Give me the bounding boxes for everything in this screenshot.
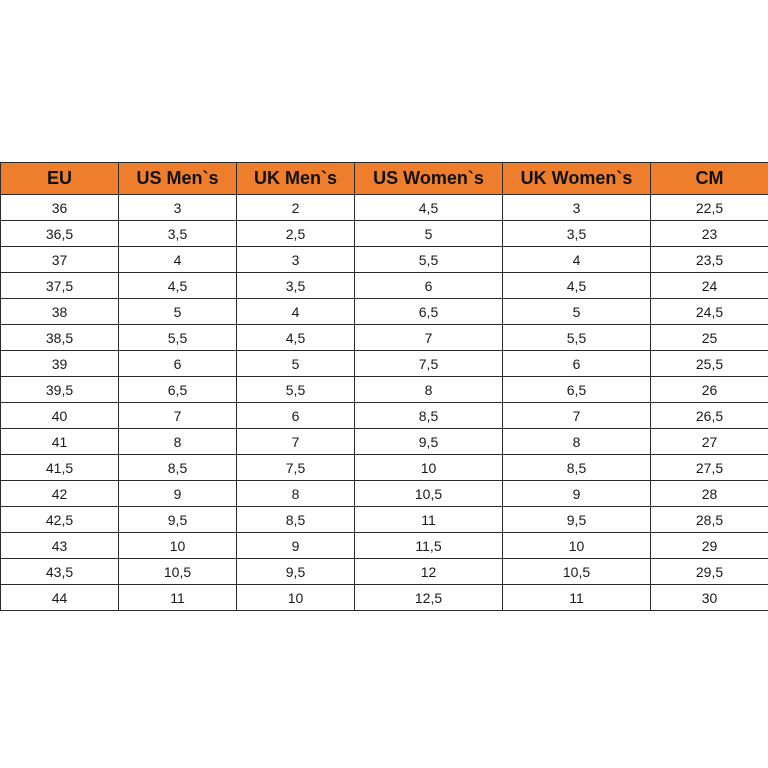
cell-uk-mens: 5,5 (237, 377, 355, 403)
cell-uk-mens: 9 (237, 533, 355, 559)
table-row (1, 221, 768, 247)
cell-uk-mens: 5 (237, 351, 355, 377)
table-row (1, 507, 768, 533)
cell-us-mens: 10,5 (119, 559, 237, 585)
cell-us-mens: 4 (119, 247, 237, 273)
cell-cm: 27,5 (651, 455, 768, 481)
cell-us-womens: 8 (355, 377, 503, 403)
table-row (1, 455, 768, 481)
cell-uk-mens: 6 (237, 403, 355, 429)
cell-uk-mens: 4,5 (237, 325, 355, 351)
cell-uk-mens: 10 (237, 585, 355, 611)
cell-us-womens: 8,5 (355, 403, 503, 429)
cell-uk-womens: 8 (503, 429, 651, 455)
cell-us-womens: 4,5 (355, 195, 503, 221)
cell-us-mens: 5,5 (119, 325, 237, 351)
cell-uk-mens: 8,5 (237, 507, 355, 533)
cell-us-mens: 3,5 (119, 221, 237, 247)
cell-uk-womens: 9,5 (503, 507, 651, 533)
cell-cm: 29 (651, 533, 768, 559)
cell-eu: 41 (1, 429, 119, 455)
cell-uk-mens: 2,5 (237, 221, 355, 247)
cell-us-womens: 6,5 (355, 299, 503, 325)
cell-us-mens: 6,5 (119, 377, 237, 403)
cell-eu: 43,5 (1, 559, 119, 585)
cell-uk-womens: 3,5 (503, 221, 651, 247)
cell-eu: 37 (1, 247, 119, 273)
cell-cm: 29,5 (651, 559, 768, 585)
cell-uk-mens: 4 (237, 299, 355, 325)
cell-uk-womens: 10,5 (503, 559, 651, 585)
cell-cm: 23 (651, 221, 768, 247)
cell-uk-womens: 4 (503, 247, 651, 273)
cell-eu: 38,5 (1, 325, 119, 351)
cell-uk-mens: 3,5 (237, 273, 355, 299)
column-header-uk-mens: UK Men`s (237, 163, 355, 195)
cell-eu: 42,5 (1, 507, 119, 533)
size-conversion-table (0, 162, 768, 611)
table-row (1, 351, 768, 377)
cell-uk-mens: 9,5 (237, 559, 355, 585)
table-row (1, 533, 768, 559)
cell-us-mens: 3 (119, 195, 237, 221)
cell-eu: 39 (1, 351, 119, 377)
header-row (1, 163, 768, 195)
column-header-us-womens: US Women`s (355, 163, 503, 195)
cell-uk-mens: 3 (237, 247, 355, 273)
cell-uk-mens: 8 (237, 481, 355, 507)
cell-uk-womens: 8,5 (503, 455, 651, 481)
cell-us-womens: 6 (355, 273, 503, 299)
cell-us-womens: 10,5 (355, 481, 503, 507)
table-row (1, 481, 768, 507)
table-row (1, 403, 768, 429)
cell-cm: 27 (651, 429, 768, 455)
cell-us-womens: 10 (355, 455, 503, 481)
cell-us-mens: 4,5 (119, 273, 237, 299)
cell-uk-mens: 7,5 (237, 455, 355, 481)
cell-us-mens: 11 (119, 585, 237, 611)
cell-uk-womens: 5 (503, 299, 651, 325)
table-row (1, 377, 768, 403)
cell-eu: 42 (1, 481, 119, 507)
cell-cm: 26,5 (651, 403, 768, 429)
cell-eu: 39,5 (1, 377, 119, 403)
cell-us-womens: 12 (355, 559, 503, 585)
column-header-uk-womens: UK Women`s (503, 163, 651, 195)
cell-us-mens: 8 (119, 429, 237, 455)
cell-eu: 38 (1, 299, 119, 325)
cell-us-mens: 6 (119, 351, 237, 377)
cell-cm: 28 (651, 481, 768, 507)
table-row (1, 585, 768, 611)
cell-us-womens: 7 (355, 325, 503, 351)
cell-cm: 24,5 (651, 299, 768, 325)
cell-us-womens: 5,5 (355, 247, 503, 273)
cell-cm: 25,5 (651, 351, 768, 377)
cell-eu: 43 (1, 533, 119, 559)
column-header-us-mens: US Men`s (119, 163, 237, 195)
cell-cm: 23,5 (651, 247, 768, 273)
cell-uk-mens: 7 (237, 429, 355, 455)
cell-us-mens: 10 (119, 533, 237, 559)
cell-uk-womens: 6 (503, 351, 651, 377)
cell-cm: 25 (651, 325, 768, 351)
cell-us-womens: 11 (355, 507, 503, 533)
table-row (1, 273, 768, 299)
cell-uk-womens: 11 (503, 585, 651, 611)
cell-cm: 22,5 (651, 195, 768, 221)
cell-cm: 28,5 (651, 507, 768, 533)
cell-eu: 41,5 (1, 455, 119, 481)
cell-uk-womens: 10 (503, 533, 651, 559)
cell-uk-womens: 7 (503, 403, 651, 429)
cell-eu: 36,5 (1, 221, 119, 247)
cell-uk-womens: 4,5 (503, 273, 651, 299)
cell-eu: 40 (1, 403, 119, 429)
table-row (1, 429, 768, 455)
cell-uk-womens: 3 (503, 195, 651, 221)
column-header-eu: EU (1, 163, 119, 195)
cell-uk-womens: 9 (503, 481, 651, 507)
cell-us-mens: 8,5 (119, 455, 237, 481)
cell-us-womens: 5 (355, 221, 503, 247)
cell-uk-womens: 6,5 (503, 377, 651, 403)
cell-eu: 36 (1, 195, 119, 221)
size-chart (0, 162, 768, 611)
column-header-cm: CM (651, 163, 768, 195)
cell-eu: 37,5 (1, 273, 119, 299)
table-row (1, 559, 768, 585)
cell-uk-mens: 2 (237, 195, 355, 221)
cell-us-mens: 9,5 (119, 507, 237, 533)
table-row (1, 299, 768, 325)
cell-us-womens: 7,5 (355, 351, 503, 377)
table-body (1, 195, 768, 611)
table-row (1, 325, 768, 351)
cell-cm: 24 (651, 273, 768, 299)
cell-cm: 30 (651, 585, 768, 611)
cell-uk-womens: 5,5 (503, 325, 651, 351)
cell-us-mens: 5 (119, 299, 237, 325)
cell-us-mens: 9 (119, 481, 237, 507)
cell-cm: 26 (651, 377, 768, 403)
table-row (1, 247, 768, 273)
cell-us-womens: 11,5 (355, 533, 503, 559)
table-row (1, 195, 768, 221)
cell-us-womens: 12,5 (355, 585, 503, 611)
cell-eu: 44 (1, 585, 119, 611)
cell-us-womens: 9,5 (355, 429, 503, 455)
cell-us-mens: 7 (119, 403, 237, 429)
